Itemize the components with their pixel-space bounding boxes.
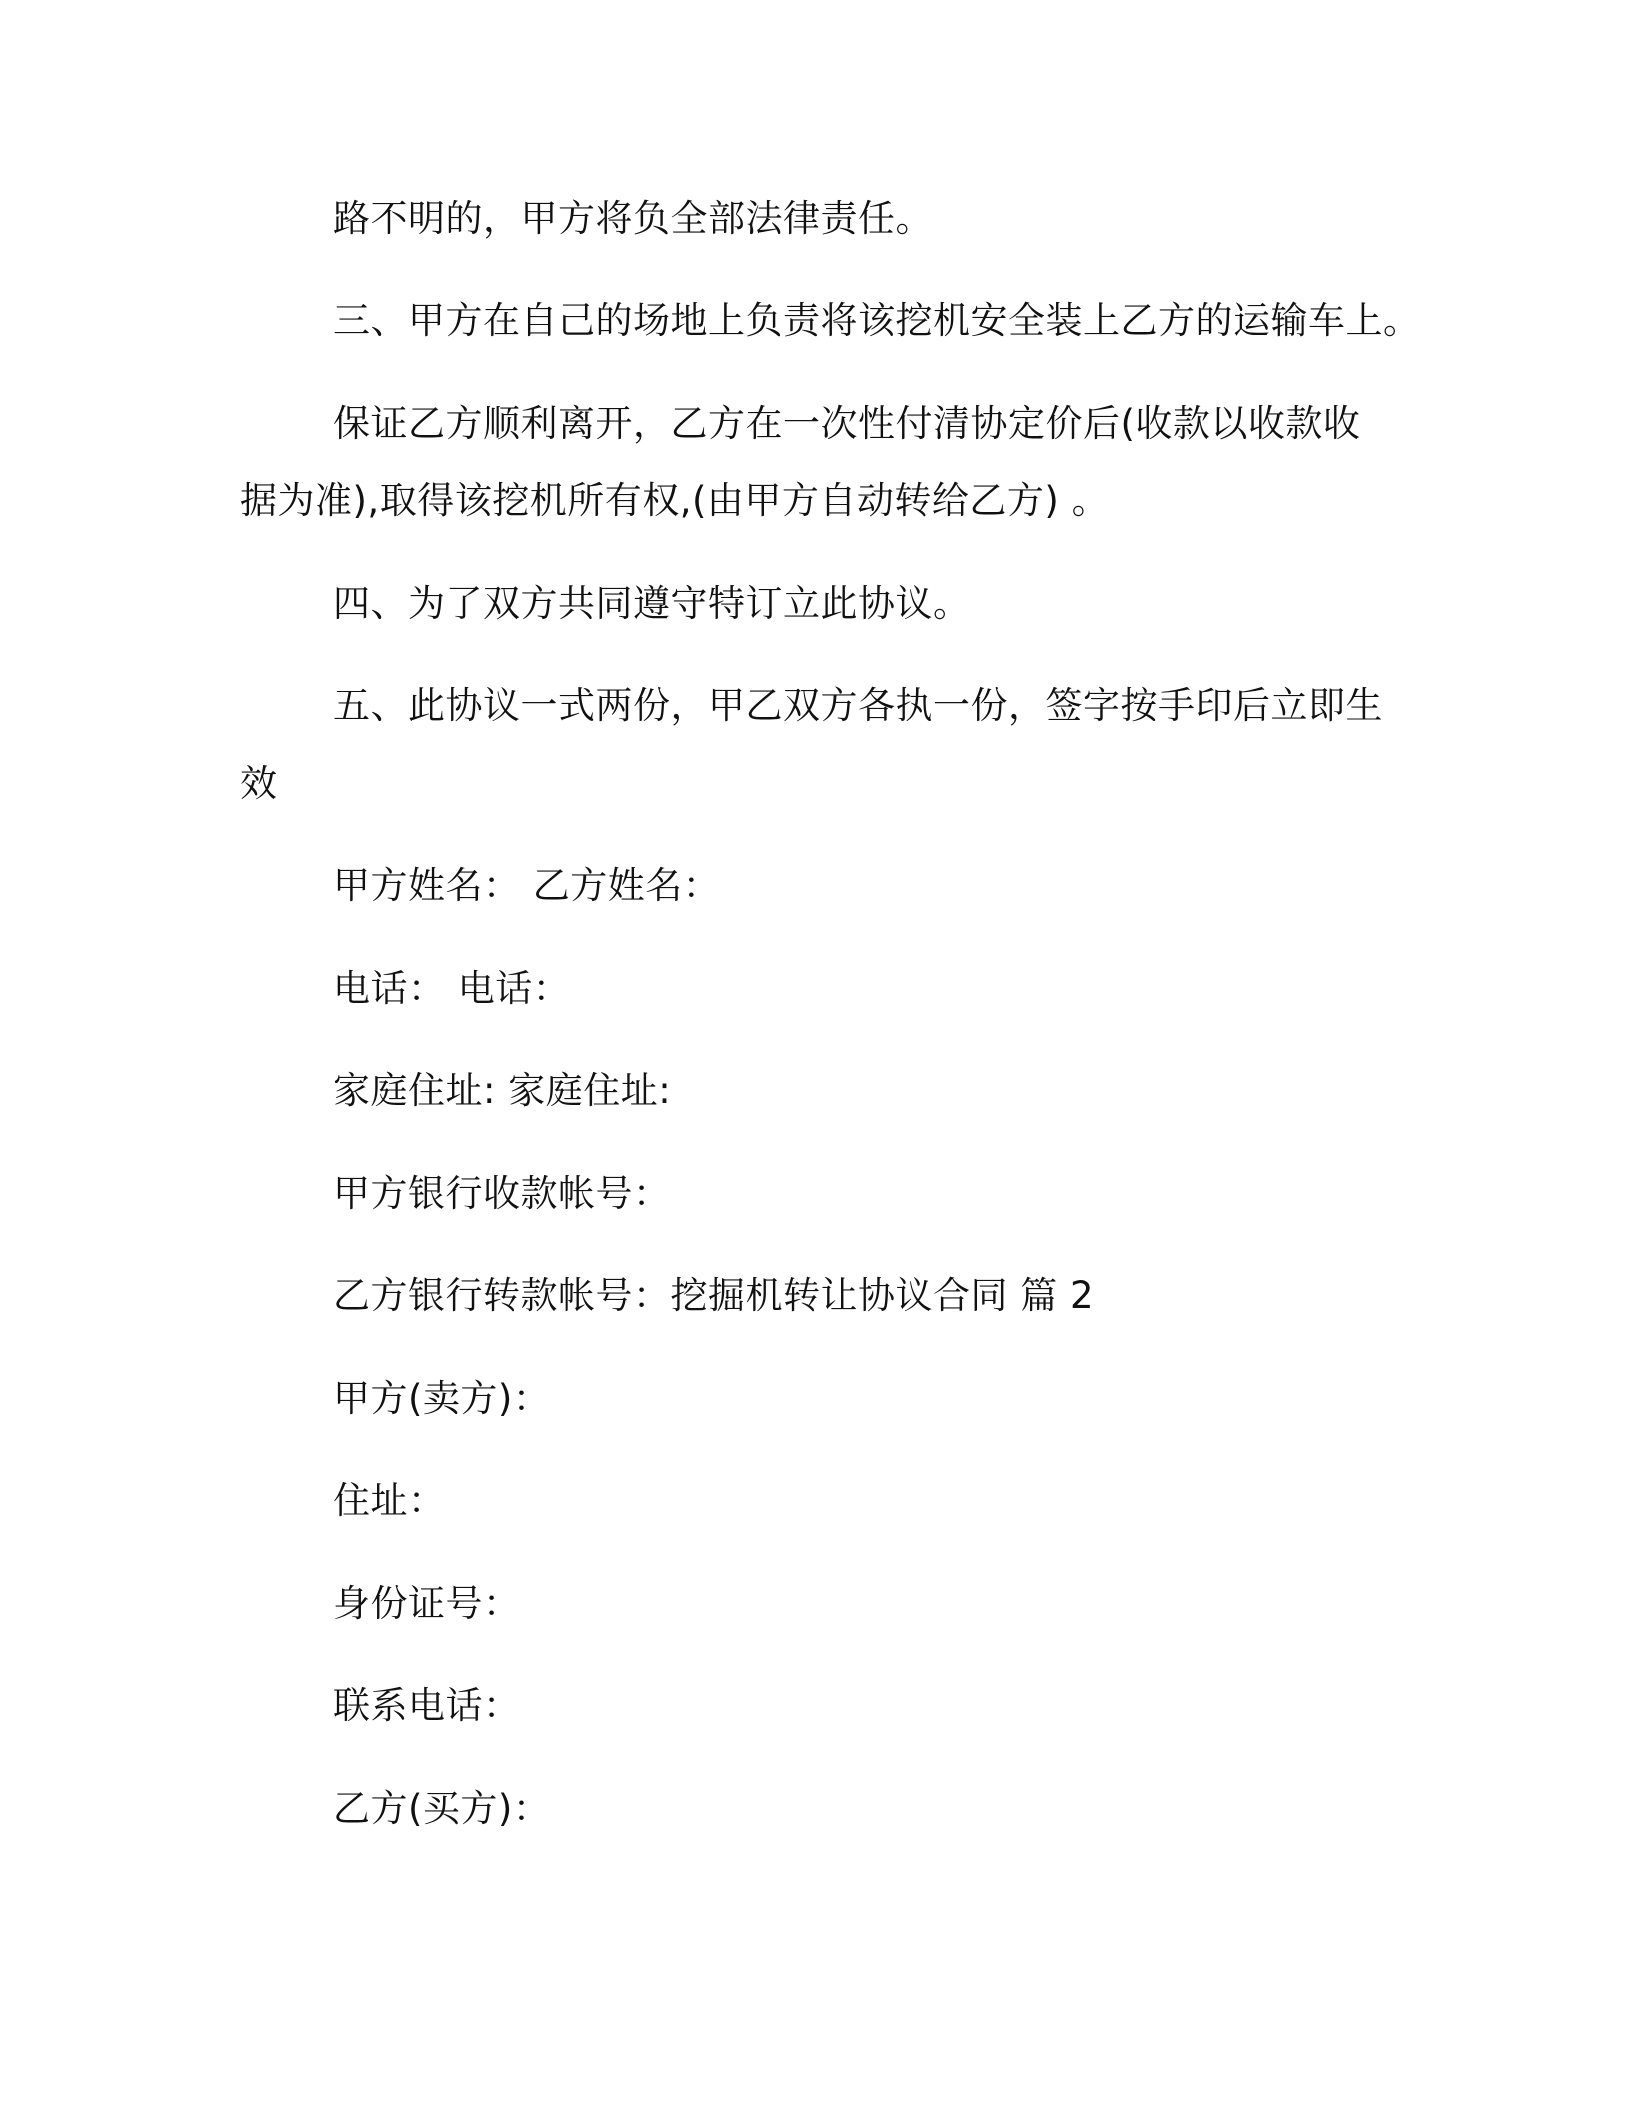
clause-5: 五、此协议一式两份，甲乙双方各执一份，签字按手印后立即生 — [333, 684, 1383, 727]
clause-3-continuation-wrap: 据为准),取得该挖机所有权,(由甲方自动转给乙方) 。 — [240, 479, 1110, 522]
paragraph-line-1: 路不明的，甲方将负全部法律责任。 — [333, 197, 933, 240]
clause-3-continuation: 保证乙方顺利离开，乙方在一次性付清协定价后(收款以收款收 — [333, 402, 1361, 445]
home-address-line: 家庭住址: 家庭住址: — [333, 1069, 672, 1112]
party-b-bank-account-line: 乙方银行转款帐号：挖掘机转让协议合同 篇 2 — [333, 1274, 1095, 1317]
party-a-seller-line: 甲方(卖方)： — [333, 1377, 551, 1420]
party-names-line: 甲方姓名： 乙方姓名： — [333, 864, 721, 907]
address-line: 住址： — [333, 1479, 446, 1522]
clause-4: 四、为了双方共同遵守特订立此协议。 — [333, 582, 971, 625]
phone-line: 电话： 电话： — [333, 967, 571, 1010]
contact-phone-line: 联系电话： — [333, 1684, 521, 1727]
party-b-buyer-line: 乙方(买方)： — [333, 1787, 551, 1830]
party-a-bank-account-line: 甲方银行收款帐号： — [333, 1172, 671, 1215]
id-number-line: 身份证号： — [333, 1582, 521, 1625]
clause-3: 三、甲方在自己的场地上负责将该挖机安全装上乙方的运输车上。 — [333, 299, 1421, 342]
clause-5-wrap: 效 — [240, 762, 278, 805]
